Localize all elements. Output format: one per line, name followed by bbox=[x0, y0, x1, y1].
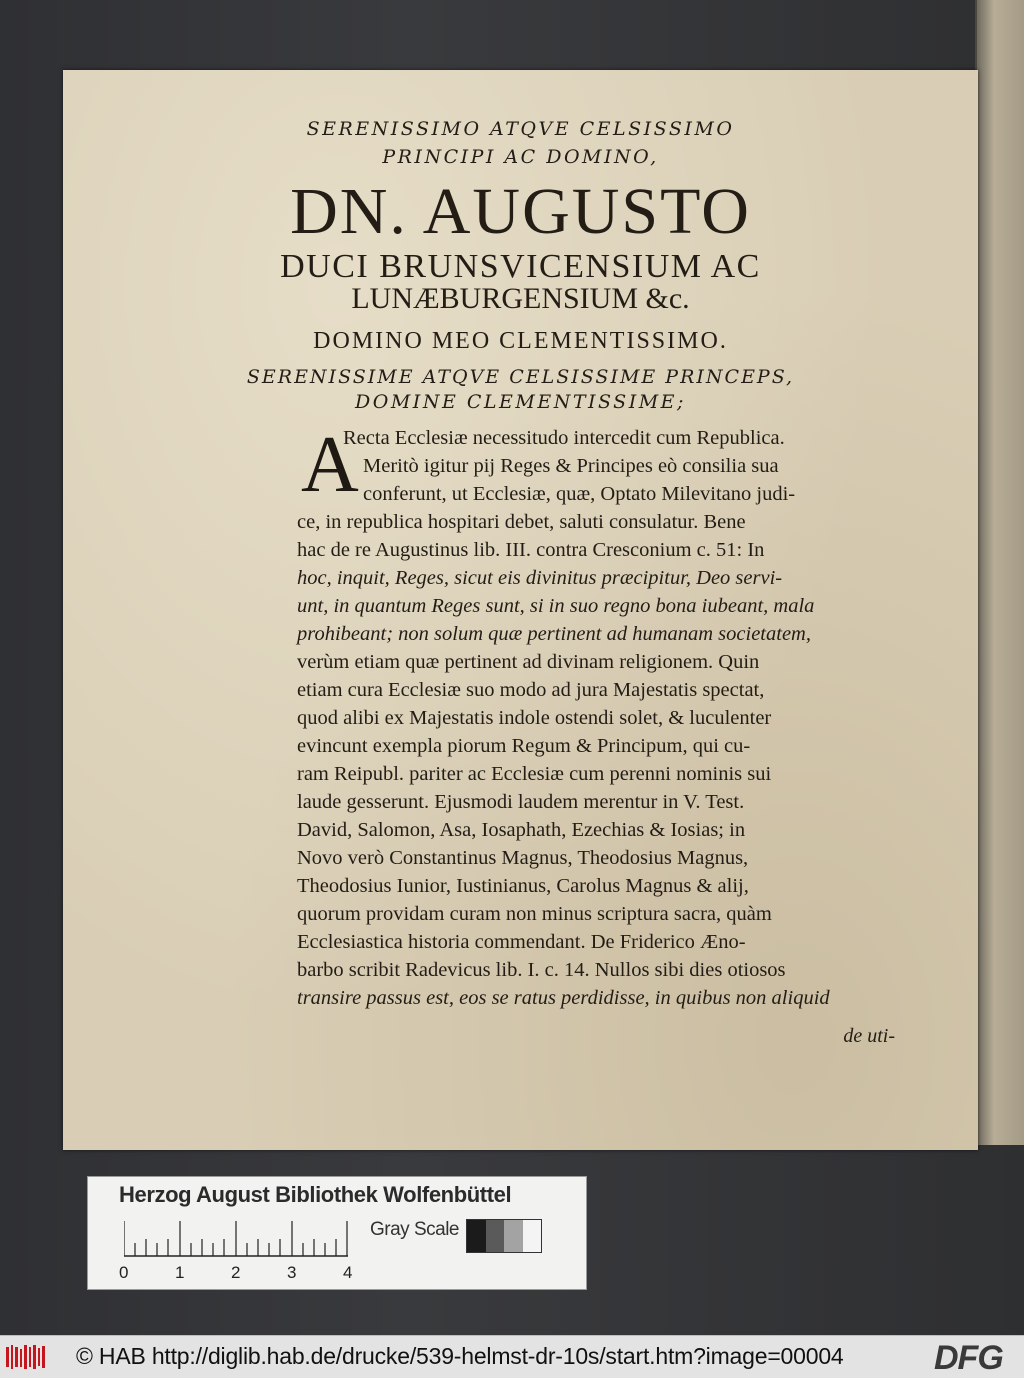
dedication-line: DOMINO MEO CLEMENTISSIMO. bbox=[313, 328, 728, 354]
ruler-number: 1 bbox=[175, 1263, 185, 1282]
body-line: Novo verò Constantinus Magnus, Theodosius Magnus, bbox=[297, 847, 749, 869]
body-line: verùm etiam quæ pertinent ad divinam religionem. Quin bbox=[297, 651, 760, 673]
footer-bar bbox=[0, 1335, 1024, 1378]
body-line: etiam cura Ecclesiæ suo modo ad jura Majestatis spectat, bbox=[297, 679, 765, 701]
body-line: ce, in republica hospitari debet, saluti consulatur. Bene bbox=[297, 511, 746, 533]
heading-line-1: SERENISSIMO ATQVE CELSISSIMO bbox=[306, 118, 735, 140]
drop-cap: A bbox=[301, 421, 359, 509]
ruler-number: 3 bbox=[287, 1263, 297, 1282]
salutation-line-2: DOMINE CLEMENTISSIME; bbox=[355, 391, 686, 413]
body-line: hoc, inquit, Reges, sicut eis divinitus præcipitur, Deo servi- bbox=[297, 567, 783, 589]
body-line: conferunt, ut Ecclesiæ, quæ, Optato Milevitano judi- bbox=[363, 483, 796, 505]
body-line: evincunt exempla piorum Regum & Principum, qui cu- bbox=[297, 735, 751, 757]
title-line-2: LUNÆBURGENSIUM &c. bbox=[351, 282, 690, 315]
body-line: quod alibi ex Majestatis indole ostendi solet, & luculenter bbox=[297, 707, 772, 729]
body-line: ram Reipubl. pariter ac Ecclesiæ cum perenni nominis sui bbox=[297, 763, 772, 785]
name-line: DN. AUGUSTO bbox=[290, 175, 751, 248]
salutation-line-1: SERENISSIME ATQVE CELSISSIME PRINCEPS, bbox=[246, 366, 795, 388]
page-content bbox=[63, 70, 978, 1150]
ruler-number: 4 bbox=[343, 1263, 353, 1282]
body-line: barbo scribit Radevicus lib. I. c. 14. Nullos sibi dies otiosos bbox=[297, 959, 786, 981]
ruler-number: 2 bbox=[231, 1263, 241, 1282]
body-line: David, Salomon, Asa, Iosaphath, Ezechias & Iosias; in bbox=[297, 819, 746, 841]
body-line: Recta Ecclesiæ necessitudo intercedit cum Republica. bbox=[343, 427, 785, 449]
body-line: unt, in quantum Reges sunt, si in suo regno bona iubeant, mala bbox=[297, 595, 815, 617]
ruler-scale bbox=[124, 1221, 348, 1257]
book-page bbox=[63, 70, 978, 1150]
catchword: de uti- bbox=[843, 1025, 895, 1047]
gray-scale-swatches bbox=[466, 1219, 542, 1253]
dfg-logo: DFG bbox=[934, 1339, 1020, 1375]
body-line: Theodosius Iunior, Iustinianus, Carolus Magnus & alij, bbox=[297, 875, 749, 897]
calibration-strip bbox=[87, 1176, 587, 1290]
body-line: hac de re Augustinus lib. III. contra Cresconium c. 51: In bbox=[297, 539, 765, 561]
facing-page-edge bbox=[975, 0, 1024, 1145]
body-line: Ecclesiastica historia commendant. De Friderico Æno- bbox=[297, 931, 746, 953]
ruler-number: 0 bbox=[119, 1263, 129, 1282]
hab-barcode-icon bbox=[6, 1343, 48, 1371]
copyright-url[interactable]: © HAB http://diglib.hab.de/drucke/539-helmst-dr-10s/start.htm?image=00004 bbox=[76, 1343, 844, 1369]
body-line: prohibeant; non solum quæ pertinent ad humanam societatem, bbox=[297, 623, 811, 645]
heading-line-2: PRINCIPI AC DOMINO, bbox=[382, 146, 659, 168]
institution-name: Herzog August Bibliothek Wolfenbüttel bbox=[119, 1182, 512, 1207]
body-line: quorum providam curam non minus scriptura sacra, quàm bbox=[297, 903, 772, 925]
title-line-1: DUCI BRUNSVICENSIUM AC bbox=[280, 248, 761, 285]
body-line: transire passus est, eos se ratus perdidisse, in quibus non aliquid bbox=[297, 987, 830, 1009]
body-line: Meritò igitur pij Reges & Principes eò consilia sua bbox=[363, 455, 779, 477]
body-line: laude gesserunt. Ejusmodi laudem merentur in V. Test. bbox=[297, 791, 745, 813]
gray-scale-label: Gray Scale bbox=[370, 1219, 459, 1240]
